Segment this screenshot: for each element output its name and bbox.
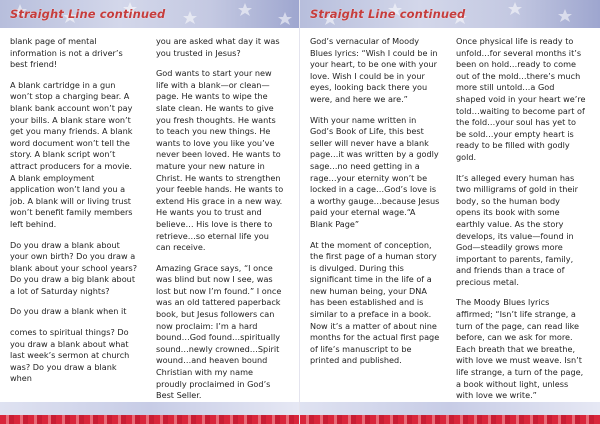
footer-red-stripes [300,415,600,424]
paragraph: God wants to start your new life with a blank—or clean—page. He wants to wipe the slate clean. He wants to give you fresh thoughts. He wants to teach you new things. He wants to love you like you’ve never been loved. He wants to mature your new nature in Christ. He wants to strengthen your feeble hands. He wants to extend His grace in a new way. He wants you to trust and believe… His love is there to retrieve…so eternal life you can receive. [156,68,284,253]
paragraph: blank page of mental information is not a driver’s best friend! [10,36,123,70]
footer-red-stripes [0,415,300,424]
paragraph: Once physical life is ready to unfold…for several months it’s been on hold…ready to come out of the mold…there’s much more still untold…a God shaped void in your heart we’re told…waiting to become part of the fold…your soul has yet to be sold…your empty heart is ready to be filled with godly gold. [456,36,586,162]
footer-stripe [0,402,300,424]
paragraph: comes to spiritual things? Do you draw a blank about what last week’s sermon at church was? Do you draw a blank when [10,327,130,384]
right-page [300,0,600,424]
paragraph: God’s vernacular of Moody Blues lyrics: “Wish I could be in your heart, to be one with your love. Wish I could be in your eyes, looking back there you were, and here we are.” [310,36,438,104]
paragraph: you are asked what day it was you trusted in Jesus? [156,36,280,58]
paragraph: A blank cartridge in a gun won’t stop a charging bear. A blank bank account won’t pay your bills. A blank stare won’t get you many friends. A blank word document won’t tell the story. A blank script won’t attract producers for a movie. A blank employment application won’t land you a job. A blank will or living trust won’t benefit family members left behind. [10,79,133,229]
paragraph: Do you draw a blank about your own birth? Do you draw a blank about your school years? Do you draw a big blank about a lot of Saturday nights? [10,239,138,296]
paragraph: At the moment of conception, the first page of a human story is divulged. During this significant time in the life of a new human being, your DNA has been established and is similar to a preface in a book. Now it’s a matter of about nine months for the actual first page of life’s manuscript to be printed and published. [310,239,440,366]
paragraph: Do you draw a blank when it [10,306,127,317]
paragraph: Amazing Grace says, “I once was blind but now I see, was lost but now I’m found.” I once was an old tattered paperback book, but Jesus followers can now proclaim: I’m a hard bound…God found…spiritually sound…newly crowned…Spirit wound…and heaven bound Christian with my name proudly proclaimed in God’s Best Seller. [156,262,282,401]
paragraph: The Moody Blues lyrics affirmed; “Isn’t life strange, a turn of the page, can read like before, can we ask for more. Each breath that we breathe, with love we must weave. Isn’t life strange, a turn of the page, a book without light, unless with love we write.” [456,297,584,401]
footer-sky [300,402,600,415]
footer-stripe [300,402,600,424]
header-banner [0,0,300,28]
paragraph: It’s alleged every human has two milligrams of gold in their body, so the human body opens its book with some earthly value. As the story develops, its value—found in God—steadily grows more important to parents, family, and friends than a trace of precious metal. [456,172,578,287]
column-4 [456,36,586,411]
paragraph: With your name written in God’s Book of Life, this best seller will never have a blank page…it was written by a godly sage…no need getting in a rage…your eternity won’t be locked in a cage…God’s love is a worthy gauge…because Jesus paid your eternal wage.“A Blank Page” [310,114,440,229]
banner-title: Straight Line continued [10,7,166,21]
column-2 [156,36,286,411]
column-3 [310,36,440,376]
footer-sky [0,402,300,415]
column-1 [10,36,140,394]
banner-title: Straight Line continued [310,7,466,21]
header-banner [300,0,600,28]
